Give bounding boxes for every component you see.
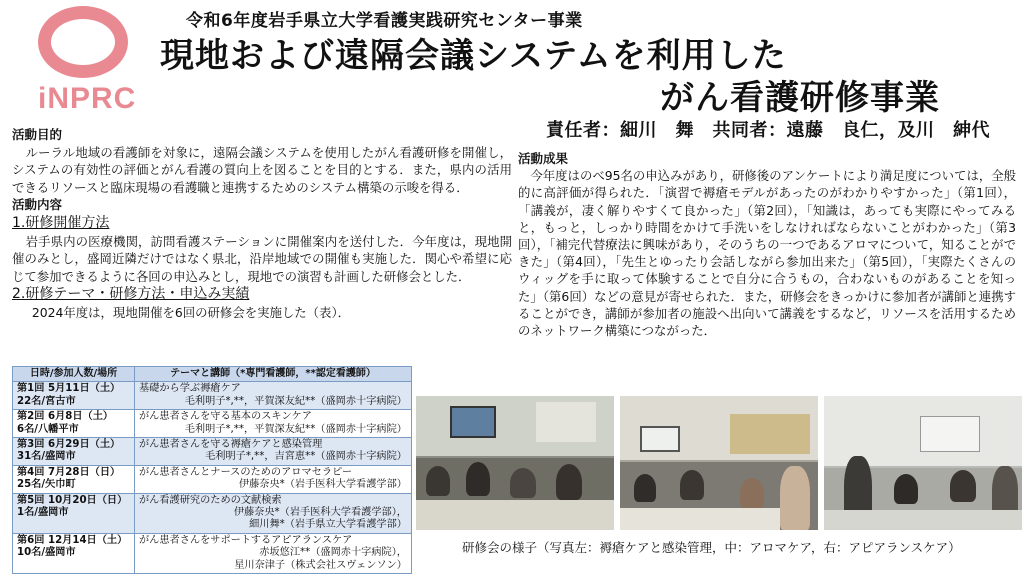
session-lecturer: 毛利明子*,**，平賀深友紀**（盛岡赤十字病院）: [184, 423, 407, 435]
session-lecturer: 赤坂悠江**（盛岡赤十字病院），: [259, 547, 407, 559]
session-attendance: 25名/矢巾町: [17, 479, 76, 491]
session-date: 第2回 6月8日（土）: [17, 411, 114, 423]
training-schedule-table: [12, 366, 412, 574]
table-row: [13, 438, 412, 466]
poster-title-line2: がん看護研修事業: [660, 78, 940, 118]
session-date: 第3回 6月29日（土）: [17, 439, 121, 451]
method-heading: 1.研修開催方法: [12, 214, 110, 231]
table-row: [13, 533, 412, 573]
session-lecturer: 細川舞*（岩手県立大学看護学部）: [249, 519, 407, 531]
left-column: [12, 126, 512, 322]
poster-authors: 責任者：細川 舞 共同者：遠藤 良仁，及川 紳代: [546, 120, 990, 141]
session-lecturer: 毛利明子*,**，平賀深友紀**（盛岡赤十字病院）: [184, 395, 407, 407]
inprc-logo: [24, 6, 142, 118]
session-lecturer: 星川奈津子（株式会社スヴェンソン）: [234, 559, 407, 571]
activity-heading: 活動内容: [12, 197, 63, 213]
session-date: 第4回 7月28日（日）: [17, 466, 121, 478]
session-lecturer: 毛利明子*,**，吉宮恵**（盛岡赤十字病院）: [205, 451, 407, 463]
table-header-row: [13, 367, 412, 382]
theme-heading: 2.研修テーマ・研修方法・申込み実績: [12, 286, 250, 303]
session-theme: がん看護研究のための文献検索: [139, 494, 282, 506]
table-header-cell: 日時/参加人数/場所: [13, 367, 135, 382]
session-date: 第6回 12月14日（土）: [17, 534, 128, 546]
session-lecturer: 伊藤奈央*（岩手医科大学看護学部），: [233, 507, 407, 519]
theme-text: 2024年度は，現地開催を6回の研修会を実施した（表）．: [31, 304, 351, 320]
photo-appearance-care-session: [824, 396, 1022, 530]
session-theme: がん患者さんを守る基本のスキンケア: [139, 411, 312, 423]
session-date: 第1回 5月11日（土）: [17, 383, 121, 395]
photo-aroma-session: [620, 396, 818, 530]
session-attendance: 1名/盛岡市: [17, 507, 69, 519]
results-text: 今年度はのべ95名の申込みがあり，研修後のアンケートにより満足度については，全般的に高評価が得られた．「演習で褥瘡モデルがあったのがわかりやすかった」（第1回），「講義が，凄く解りやすくて良かった」（第2回），「知識は，あっても実際にやってみると，もっと，しっかり時間をかけて手洗いをしなければならないことがわかった」（第3回），「補完代替療法に興味があり，そのうちの一つであるアロマについて，知ることができた」（第4回），「先生とゆったり会話しながら参加出来た」（第5回），「実際たくさんのウィッグを手に取って体験することで自分に合うもの，合わないものがあることを知った」（第6回）などの意見が寄せられた．また，研修会をきっかけに参加者が講師と連携することができ，講師が参加者の施設へ出向いて講義をするなど，リソースを活用するためのネットワーク構築につながった．: [518, 168, 1017, 339]
logo-text: iNPRC: [38, 82, 137, 115]
purpose-text: ルーラル地域の看護師を対象に，遠隔会議システムを使用したがん看護研修を開催し，システムの有効性の評価とがん看護の質向上を図ることを目的とする．また，県内の活用できるリソースと臨床現場の看護職と連携するためのシステム構築の示唆を得る．: [12, 144, 512, 195]
table-header-cell: テーマと講師（*専門看護師，**認定看護師）: [135, 367, 412, 382]
session-theme: がん患者さんを守る褥瘡ケアと感染管理: [139, 439, 323, 451]
table-row: [13, 410, 412, 438]
session-lecturer: 伊藤奈央*（岩手医科大学看護学部）: [238, 479, 407, 491]
session-theme: がん患者さんをサポートするアピアランスケア: [139, 534, 353, 546]
session-attendance: 31名/盛岡市: [17, 451, 76, 463]
table-row: [13, 465, 412, 493]
photo-caption: 研修会の様子（写真左：褥瘡ケアと感染管理，中：アロマケア，右：アピアランスケア）: [462, 540, 961, 555]
session-date: 第5回 10月20日（日）: [17, 494, 128, 506]
purpose-heading: 活動目的: [12, 127, 63, 142]
table-row: [13, 382, 412, 410]
session-theme: 基礎から学ぶ褥瘡ケア: [139, 383, 241, 395]
session-attendance: 10名/盛岡市: [17, 547, 76, 559]
table-row: [13, 493, 412, 533]
right-column: [518, 150, 1016, 339]
session-attendance: 22名/宮古市: [17, 395, 76, 407]
logo-ring: [38, 6, 128, 78]
results-heading: 活動成果: [518, 151, 569, 166]
session-attendance: 6名/八幡平市: [17, 423, 79, 435]
photo-wound-care-session: [416, 396, 614, 530]
poster-subtitle: 令和6年度岩手県立大学看護実践研究センター事業: [186, 11, 583, 31]
poster-title-line1: 現地および遠隔会議システムを利用した: [160, 36, 787, 76]
session-theme: がん患者さんとナースのためのアロマセラピー: [139, 466, 353, 478]
method-text: 岩手県内の医療機関，訪問看護ステーションに開催案内を送付した．今年度は，現地開催のみとし，盛岡近隣だけではなく県北，沿岸地域での開催も実施した．関心や希望に応じて参加できるように各回の申込みとし，現地での演習も計画した研修会とした．: [12, 233, 512, 284]
